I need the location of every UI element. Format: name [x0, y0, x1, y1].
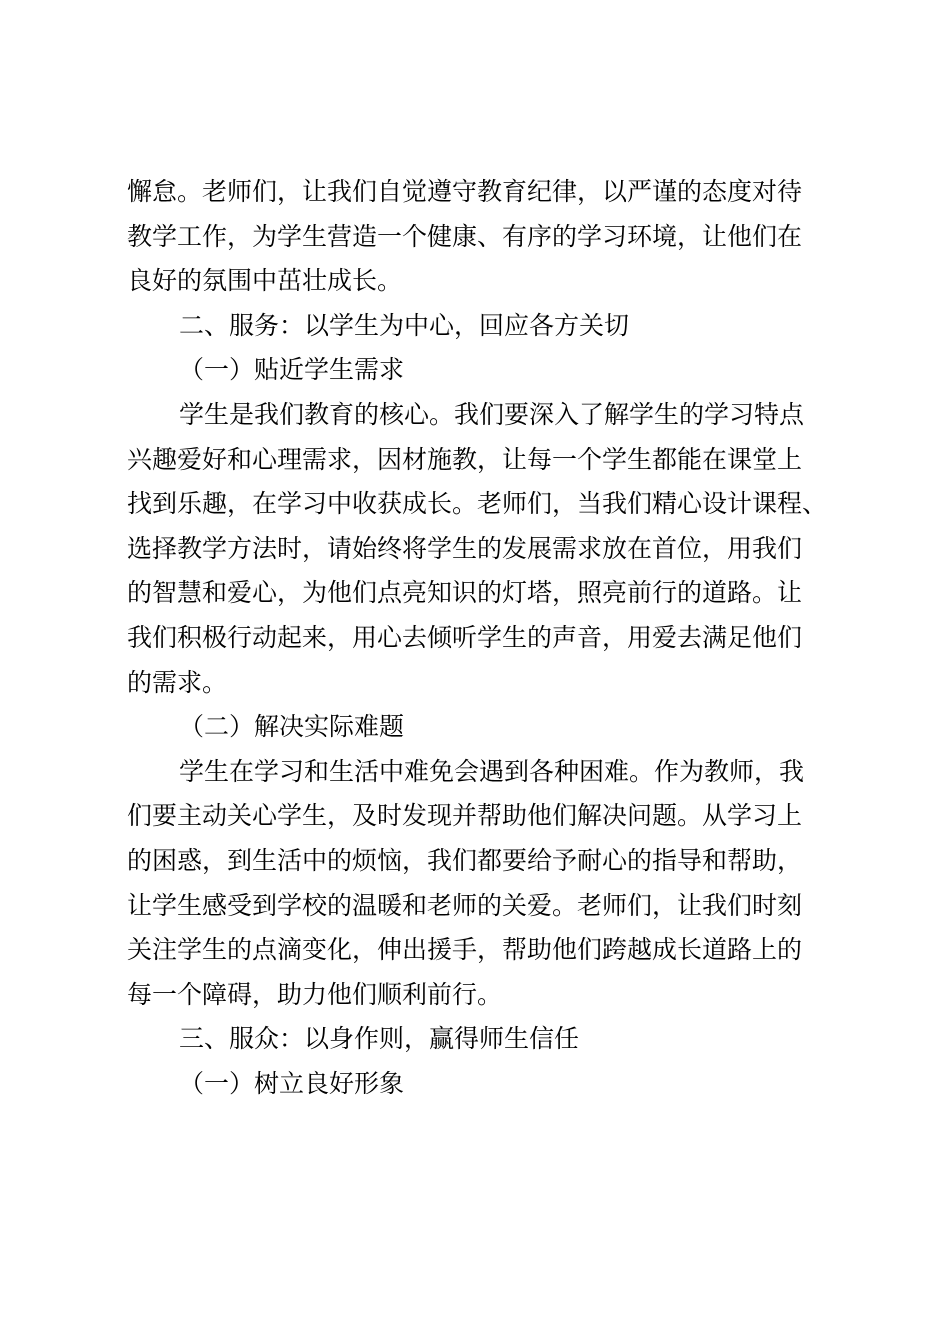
document-body: [127, 170, 847, 1106]
paragraph-line: 选择教学方法时，请始终将学生的发展需求放在首位，用我们: [127, 533, 803, 563]
paragraph-line: 教学工作，为学生营造一个健康、有序的学习环境，让他们在: [127, 221, 803, 251]
paragraph-line: 们要主动关心学生，及时发现并帮助他们解决问题。从学习上: [127, 801, 803, 831]
paragraph-line: 让学生感受到学校的温暖和老师的关爱。老师们，让我们时刻: [127, 890, 803, 920]
paragraph-line: 每一个障碍，助力他们顺利前行。: [127, 979, 503, 1009]
section-heading: 二、服务：以学生为中心，回应各方关切: [179, 310, 630, 340]
paragraph-line: 学生是我们教育的核心。我们要深入了解学生的学习特点: [179, 399, 805, 429]
paragraph-line: 懈怠。老师们，让我们自觉遵守教育纪律，以严谨的态度对待: [127, 177, 803, 206]
subsection-heading: （一）树立良好形象: [179, 1068, 405, 1098]
paragraph-line: 的困惑，到生活中的烦恼，我们都要给予耐心的指导和帮助，: [127, 845, 803, 875]
subsection-heading: （二）解决实际难题: [179, 712, 405, 742]
paragraph-line: 学生在学习和生活中难免会遇到各种困难。作为教师，我: [179, 756, 805, 786]
section-heading: 三、服众：以身作则，赢得师生信任: [179, 1024, 580, 1054]
paragraph-line: 的智慧和爱心，为他们点亮知识的灯塔，照亮前行的道路。让: [127, 578, 803, 608]
paragraph-line: 的需求。: [127, 667, 228, 697]
paragraph-line: 找到乐趣，在学习中收获成长。老师们，当我们精心设计课程、: [127, 489, 828, 519]
subsection-heading: （一）贴近学生需求: [179, 355, 405, 385]
paragraph-line: 兴趣爱好和心理需求，因材施教，让每一个学生都能在课堂上: [127, 444, 803, 474]
paragraph-line: 我们积极行动起来，用心去倾听学生的声音，用爱去满足他们: [127, 622, 803, 652]
paragraph-line: 良好的氛围中茁壮成长。: [127, 266, 403, 296]
paragraph-line: 关注学生的点滴变化，伸出援手，帮助他们跨越成长道路上的: [127, 935, 803, 965]
